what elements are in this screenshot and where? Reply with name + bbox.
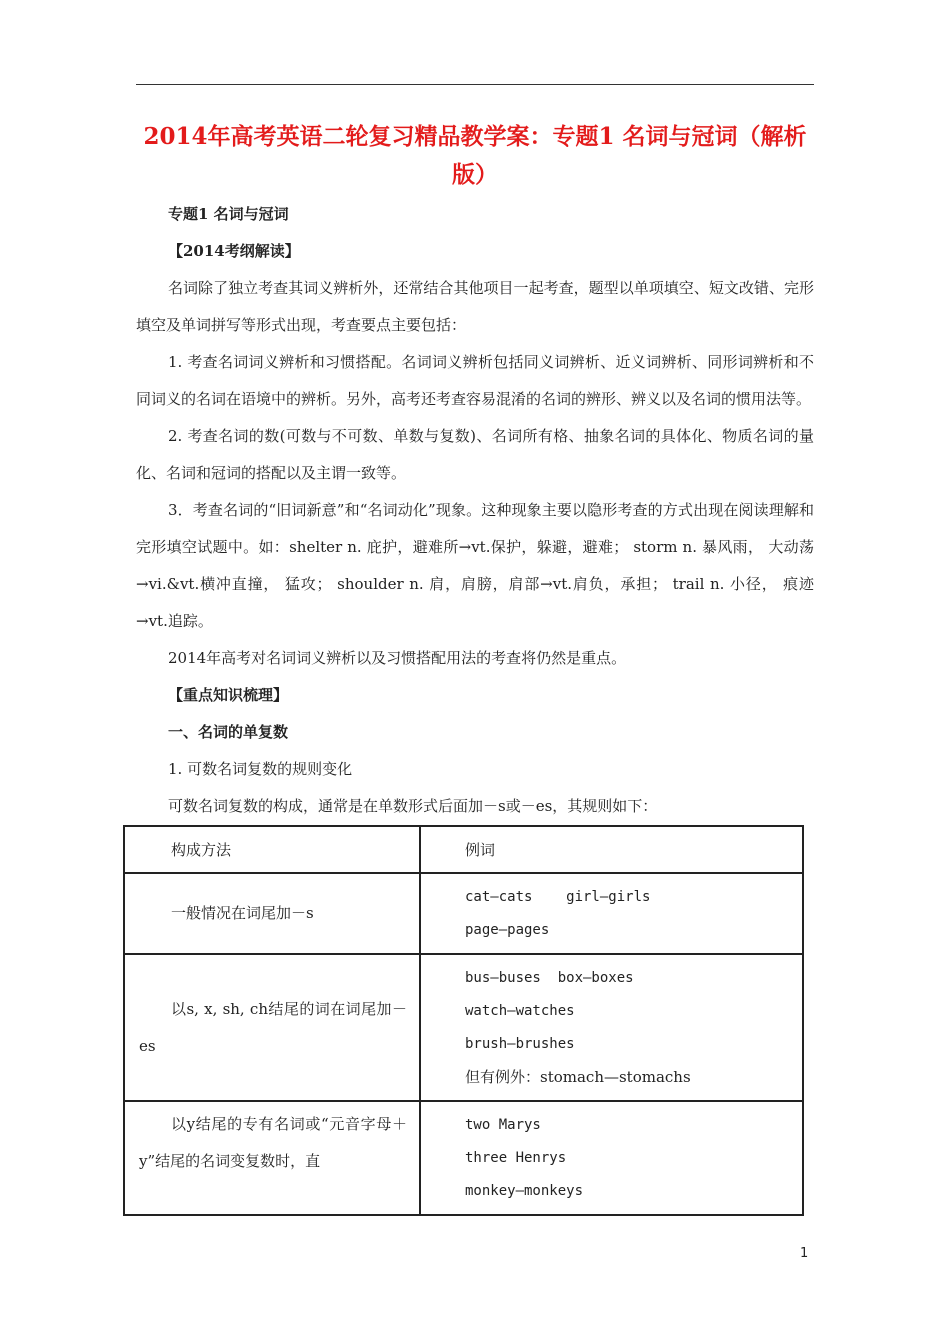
table-header-row [124,826,803,873]
example-line: cat—cats girl—girls [465,888,651,905]
table-header-cell [420,826,803,873]
table-cell-examples [420,954,803,1101]
point-3: 3．考查名词的“旧词新意”和“名词动化”现象。这种现象主要以隐形考查的方式出现在阅读理解和完形填空试题中。如：shelter n. 庇护，避难所→vt.保护，躲避，避难； storm n. 暴风雨， 大动荡→vi.&vt.横冲直撞， 猛攻； shoulder n. 肩，肩膀，肩部→vt.肩负，承担； trail n. 小径， 痕迹→vt.追踪。 [136,501,814,630]
rule-1-description: 可数名词复数的构成，通常是在单数形式后面加－s或－es，其规则如下： [168,797,658,815]
page-number: 1 [800,1246,809,1261]
header-rule [136,84,814,85]
point-1: 1. 考查名词词义辨析和习惯搭配。名词词义辨析包括同义词辨析、近义词辨析、同形词辨析和不同词义的名词在语境中的辨析。另外，高考还考查容易混淆的名词的辨形、辨义以及名词的惯用法等。 [136,353,814,408]
example-line: page—pages [465,921,550,938]
table-header-method: 构成方法 [171,841,232,859]
example-line: bus—buses box—boxes [465,969,634,986]
example-line: 但有例外：stomach—stomachs [465,1067,691,1086]
table-row [124,954,803,1101]
table-row [124,873,803,954]
table-header-cell [124,826,420,873]
intro-paragraph: 名词除了独立考查其词义辨析外，还常结合其他项目一起考查，题型以单项填空、短文改错、完形填空及单词拼写等形式出现，考查要点主要包括： [136,279,814,334]
section-heading-knowledge: 【重点知识梳理】 [168,686,289,704]
table-cell-examples [420,1101,803,1215]
table-header-examples: 例词 [465,841,496,859]
example-line: two Marys [465,1116,541,1133]
example-line: monkey—monkeys [465,1182,584,1199]
example-line: watch—watches [465,1002,575,1019]
plural-rules-table [123,825,804,1216]
document-body [136,196,814,825]
point-2: 2. 考查名词的数(可数与不可数、单数与复数)、名词所有格、抽象名词的具体化、物质名词的量化、名词和冠词的搭配以及主谓一致等。 [136,427,814,482]
example-line: three Henrys [465,1149,567,1166]
rule-1-heading: 1. 可数名词复数的规则变化 [168,760,353,778]
subtitle: 专题1 名词与冠词 [168,205,289,223]
document-title: 2014年高考英语二轮复习精品教学案：专题1 名词与冠词（解析版） [143,123,807,188]
table-cell-method: 一般情况在词尾加－s [124,873,420,954]
table-cell-method: 以y结尾的专有名词或“元音字母＋y”结尾的名词变复数时，直 [124,1101,420,1215]
outlook-paragraph: 2014年高考对名词词义辨析以及习惯搭配用法的考查将仍然是重点。 [168,649,627,667]
part-heading-noun-number: 一、名词的单复数 [168,723,289,741]
table-row [124,1101,803,1215]
table-cell-method: 以s, x, sh, ch结尾的词在词尾加－es [124,954,420,1101]
section-heading-syllabus: 【2014考纲解读】 [168,242,300,260]
example-line: brush—brushes [465,1035,575,1052]
table-cell-examples [420,873,803,954]
